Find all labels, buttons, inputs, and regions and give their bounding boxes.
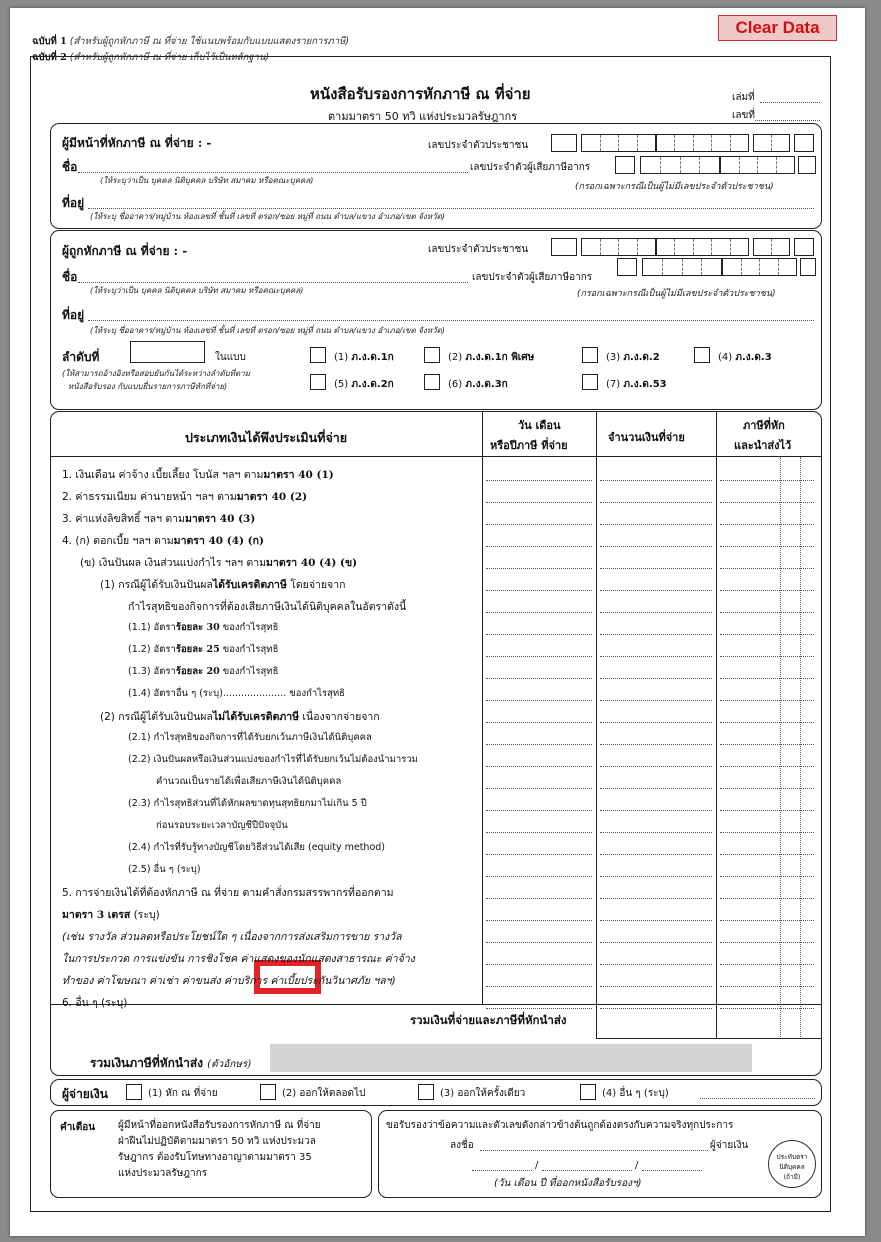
- row-date-field[interactable]: [486, 986, 592, 987]
- income-row: 5. การจ่ายเงินได้ที่ต้องหักภาษี ณ ที่จ่าย ตามคำสั่งกรมสรรพากรที่ออกตาม: [62, 887, 394, 899]
- income-row: 4. (ก) ดอกเบี้ย ฯลฯ ตามมาตรา 40 (4) (ก): [62, 535, 264, 547]
- col-divider: [716, 412, 717, 1038]
- form-option-2: (2) ภ.ง.ด.1ก พิเศษ: [448, 352, 535, 363]
- date-sep-2: /: [635, 1160, 639, 1171]
- row-tax-field[interactable]: [720, 612, 814, 613]
- doc-no-label: เลขที่: [732, 110, 755, 121]
- payee-tax-id-field[interactable]: [617, 258, 637, 276]
- payer-tax-id-field[interactable]: [798, 156, 816, 174]
- income-row: (2.3) กำไรสุทธิส่วนที่ได้หักผลขาดทุนสุทธิยกมาไม่เกิน 5 ปี: [128, 798, 367, 809]
- clear-data-button[interactable]: Clear Data: [718, 15, 837, 41]
- row-amount-field[interactable]: [600, 810, 712, 811]
- date-day-field[interactable]: [472, 1170, 532, 1171]
- row-amount-field[interactable]: [600, 832, 712, 833]
- form-option-4: (4) ภ.ง.ด.3: [718, 352, 772, 363]
- row-date-field[interactable]: [486, 1008, 592, 1009]
- copy-line-1: ฉบับที่ 1 (สำหรับผู้ถูกหักภาษี ณ ที่จ่าย ใช้แนบพร้อมกับแบบแสดงรายการภาษี): [32, 36, 350, 47]
- doc-no-field[interactable]: [755, 120, 820, 121]
- row-amount-field[interactable]: [600, 766, 712, 767]
- income-row: ก่อนรอบระยะเวลาบัญชีปีปัจจุบัน: [156, 820, 288, 831]
- form-option-5: (5) ภ.ง.ด.2ก: [334, 379, 394, 390]
- col-header-tax-1: ภาษีที่หัก: [743, 419, 785, 432]
- row-amount-field[interactable]: [600, 612, 712, 613]
- row-amount-field[interactable]: [600, 1008, 712, 1009]
- form-checkbox-7[interactable]: [582, 374, 598, 390]
- row-tax-field[interactable]: [720, 920, 814, 921]
- row-tax-field[interactable]: [720, 524, 814, 525]
- row-date-field[interactable]: [486, 832, 592, 833]
- row-amount-field[interactable]: [600, 546, 712, 547]
- row-amount-field[interactable]: [600, 678, 712, 679]
- row-tax-field[interactable]: [720, 678, 814, 679]
- seq-hint-1: (ให้สามารถอ้างอิงหรือสอบยันกันได้ระหว่างลำดับที่ตาม: [62, 369, 250, 378]
- income-row: 3. ค่าแห่งลิขสิทธิ์ ฯลฯ ตามมาตรา 40 (3): [62, 513, 256, 525]
- row-tax-field[interactable]: [720, 964, 814, 965]
- row-tax-field[interactable]: [720, 876, 814, 877]
- row-amount-field[interactable]: [600, 656, 712, 657]
- payee-address-hint: (ให้ระบุ ชื่ออาคาร/หมู่บ้าน ห้องเลขที่ ชั้นที่ เลขที่ ตรอก/ซอย หมู่ที่ ถนน ตำบล/แขวง อำเภอ/เขต จังหวัด): [90, 326, 445, 335]
- total-words-label: รวมเงินภาษีที่หักนำส่ง (ตัวอักษร): [90, 1056, 252, 1070]
- payer-tax-id-field[interactable]: [640, 156, 720, 174]
- total-underline: [596, 1038, 821, 1039]
- payer-tax-id-hint: (กรอกเฉพาะกรณีเป็นผู้ไม่มีเลขประจำตัวประชาชน): [575, 182, 774, 192]
- payee-citizen-id-field[interactable]: [794, 238, 814, 256]
- form-checkbox-2[interactable]: [424, 347, 440, 363]
- payer-address-field[interactable]: [88, 208, 814, 209]
- row-amount-field[interactable]: [600, 590, 712, 591]
- date-sep-1: /: [535, 1160, 539, 1171]
- row-date-field[interactable]: [486, 546, 592, 547]
- income-row: 6. อื่น ๆ (ระบุ): [62, 997, 128, 1009]
- income-row: (1.2) อัตราร้อยละ 25 ของกำไรสุทธิ: [128, 644, 279, 655]
- income-row: ทำของ ค่าโฆษณา ค่าเช่า ค่าขนส่ง ค่าบริการ ค่าเบี้ยประกันวินาศภัย ฯลฯ): [62, 975, 396, 987]
- row-amount-field[interactable]: [600, 634, 712, 635]
- payee-citizen-id-field[interactable]: [753, 238, 790, 256]
- form-checkbox-5[interactable]: [310, 374, 326, 390]
- income-row: (1.1) อัตราร้อยละ 30 ของกำไรสุทธิ: [128, 622, 279, 633]
- payment-checkbox-4[interactable]: [580, 1084, 596, 1100]
- form-checkbox-4[interactable]: [694, 347, 710, 363]
- row-amount-field[interactable]: [600, 942, 712, 943]
- col-divider: [482, 412, 483, 1004]
- col-divider: [596, 412, 597, 1038]
- payer-tax-id-label: เลขประจำตัวผู้เสียภาษีอากร: [470, 162, 591, 173]
- row-tax-field[interactable]: [720, 942, 814, 943]
- row-tax-field[interactable]: [720, 480, 814, 481]
- payment-checkbox-3[interactable]: [418, 1084, 434, 1100]
- form-subtitle: ตามมาตรา 50 ทวิ แห่งประมวลรัษฎากร: [328, 110, 518, 123]
- date-year-field[interactable]: [642, 1170, 702, 1171]
- payer-title: ผู้มีหน้าที่หักภาษี ณ ที่จ่าย : -: [62, 136, 212, 150]
- total-line: [51, 1004, 821, 1005]
- row-tax-field[interactable]: [720, 590, 814, 591]
- row-tax-field[interactable]: [720, 854, 814, 855]
- row-amount-field[interactable]: [600, 854, 712, 855]
- payee-address-label: ที่อยู่: [62, 308, 85, 322]
- row-date-field[interactable]: [486, 810, 592, 811]
- warning-text: ผู้มีหน้าที่ออกหนังสือรับรองการหักภาษี ณ ที่จ่าย ฝ่าฝืนไม่ปฏิบัติตามมาตรา 50 ทวิ แห่งประมวล รัษฎากร ต้องรับโทษทางอาญาตามมาตรา 35 แห่งประมวลรัษฎากร: [118, 1120, 321, 1179]
- payer-citizen-id-field[interactable]: [794, 134, 814, 152]
- income-row: (1) กรณีผู้ได้รับเงินปันผลได้รับเครดิตภาษี โดยจ่ายจาก: [100, 579, 346, 591]
- form-checkbox-6[interactable]: [424, 374, 440, 390]
- date-hint: (วัน เดือน ปี ที่ออกหนังสือรับรองฯ): [494, 1178, 642, 1189]
- table-header-line: [51, 456, 821, 457]
- form-option-3: (3) ภ.ง.ด.2: [606, 352, 660, 363]
- payer-citizen-id-field[interactable]: [753, 134, 790, 152]
- form-checkbox-1[interactable]: [310, 347, 326, 363]
- certificate-page: [10, 8, 865, 1236]
- income-row: (1.4) อัตราอื่น ๆ (ระบุ)..................... ของกำไรสุทธิ: [128, 688, 345, 699]
- row-tax-field[interactable]: [720, 810, 814, 811]
- payer-tax-id-field[interactable]: [720, 156, 795, 174]
- payment-checkbox-1[interactable]: [126, 1084, 142, 1100]
- row-amount-field[interactable]: [600, 986, 712, 987]
- row-date-field[interactable]: [486, 898, 592, 899]
- row-date-field[interactable]: [486, 964, 592, 965]
- payee-name-label: ชื่อ: [62, 270, 78, 284]
- income-row: (2) กรณีผู้ได้รับเงินปันผลไม่ได้รับเครดิตภาษี เนื่องจากจ่ายจาก: [100, 711, 380, 723]
- col-header-date-1: วัน เดือน: [518, 419, 561, 432]
- row-date-field[interactable]: [486, 612, 592, 613]
- payment-option-1: (1) หัก ณ ที่จ่าย: [148, 1088, 218, 1099]
- row-amount-field[interactable]: [600, 722, 712, 723]
- row-amount-field[interactable]: [600, 480, 712, 481]
- row-date-field[interactable]: [486, 634, 592, 635]
- payee-name-hint: (ให้ระบุว่าเป็น บุคคล นิติบุคคล บริษัท สมาคม หรือคณะบุคคล): [90, 286, 304, 295]
- row-date-field[interactable]: [486, 766, 592, 767]
- payee-tax-id-field[interactable]: [642, 258, 722, 276]
- payee-citizen-id-label: เลขประจำตัวประชาชน: [428, 244, 529, 255]
- payer-address-hint: (ให้ระบุ ชื่ออาคาร/หมู่บ้าน ห้องเลขที่ ชั้นที่ เลขที่ ตรอก/ซอย หมู่ที่ ถนน ตำบล/แขวง อำเภอ/เขต จังหวัด): [90, 212, 445, 221]
- date-month-field[interactable]: [542, 1170, 632, 1171]
- row-tax-field[interactable]: [720, 546, 814, 547]
- payment-label: ผู้จ่ายเงิน: [62, 1087, 108, 1101]
- book-no-label: เล่มที่: [732, 92, 755, 103]
- row-date-field[interactable]: [486, 722, 592, 723]
- payment-option-4: (4) อื่น ๆ (ระบุ): [602, 1088, 669, 1099]
- row-tax-field[interactable]: [720, 986, 814, 987]
- income-row: 2. ค่าธรรมเนียม ค่านายหน้า ฯลฯ ตามมาตรา 40 (2): [62, 491, 308, 503]
- row-date-field[interactable]: [486, 920, 592, 921]
- row-tax-field[interactable]: [720, 744, 814, 745]
- row-tax-field[interactable]: [720, 766, 814, 767]
- row-date-field[interactable]: [486, 854, 592, 855]
- payer-tax-id-field[interactable]: [615, 156, 635, 174]
- row-amount-field[interactable]: [600, 920, 712, 921]
- income-row: ในการประกวด การแข่งขัน การชิงโชค ค่าแสดงของนักแสดงสาธารณะ ค่าจ้าง: [62, 953, 415, 965]
- payee-tax-id-field[interactable]: [722, 258, 797, 276]
- payment-option-3: (3) ออกให้ครั้งเดียว: [440, 1088, 526, 1099]
- payer-citizen-id-field[interactable]: [551, 134, 577, 152]
- row-date-field[interactable]: [486, 678, 592, 679]
- income-row: (2.1) กำไรสุทธิของกิจการที่ได้รับยกเว้นภาษีเงินได้นิติบุคคล: [128, 732, 372, 743]
- payee-address-field[interactable]: [88, 320, 814, 321]
- row-tax-field[interactable]: [720, 722, 814, 723]
- row-tax-field[interactable]: [720, 1008, 814, 1009]
- signature-field[interactable]: [480, 1150, 708, 1151]
- payee-title: ผู้ถูกหักภาษี ณ ที่จ่าย : -: [62, 244, 188, 258]
- income-row: (2.2) เงินปันผลหรือเงินส่วนแบ่งของกำไรที่ได้รับยกเว้นไม่ต้องนำมารวม: [128, 754, 418, 765]
- col-cents-divider: [780, 457, 781, 1037]
- form-title: หนังสือรับรองการหักภาษี ณ ที่จ่าย: [310, 85, 531, 103]
- income-row: (2.5) อื่น ๆ (ระบุ): [128, 864, 201, 875]
- payee-name-field[interactable]: [78, 282, 468, 283]
- row-date-field[interactable]: [486, 942, 592, 943]
- income-row: คำนวณเป็นรายได้เพื่อเสียภาษีเงินได้นิติบุคคล: [156, 776, 342, 787]
- col-header-type: ประเภทเงินได้พึงประเมินที่จ่าย: [185, 430, 348, 445]
- payment-other-field[interactable]: [700, 1098, 815, 1099]
- row-amount-field[interactable]: [600, 898, 712, 899]
- copy-line-2: ฉบับที่ 2 (สำหรับผู้ถูกหักภาษี ณ ที่จ่าย เก็บไว้เป็นหลักฐาน): [32, 52, 270, 63]
- income-row: 1. เงินเดือน ค่าจ้าง เบี้ยเลี้ยง โบนัส ฯลฯ ตามมาตรา 40 (1): [62, 469, 334, 481]
- income-row: กำไรสุทธิของกิจการที่ต้องเสียภาษีเงินได้นิติบุคคลในอัตราดังนี้: [128, 601, 407, 613]
- col-header-date-2: หรือปีภาษี ที่จ่าย: [490, 439, 568, 452]
- row-tax-field[interactable]: [720, 832, 814, 833]
- row-tax-field[interactable]: [720, 568, 814, 569]
- row-date-field[interactable]: [486, 700, 592, 701]
- seq-suffix: ในแบบ: [215, 352, 246, 363]
- form-checkbox-3[interactable]: [582, 347, 598, 363]
- income-row: (เช่น รางวัล ส่วนลดหรือประโยชน์ใด ๆ เนื่องจากการส่งเสริมการขาย รางวัล: [62, 931, 402, 943]
- row-amount-field[interactable]: [600, 876, 712, 877]
- warning-label: คำเตือน: [60, 1122, 96, 1133]
- row-date-field[interactable]: [486, 656, 592, 657]
- payer-sign-label: ผู้จ่ายเงิน: [710, 1140, 749, 1151]
- sign-label: ลงชื่อ: [450, 1140, 474, 1151]
- total-words-field[interactable]: [270, 1044, 752, 1072]
- row-tax-field[interactable]: [720, 656, 814, 657]
- row-amount-field[interactable]: [600, 524, 712, 525]
- row-amount-field[interactable]: [600, 502, 712, 503]
- row-amount-field[interactable]: [600, 788, 712, 789]
- seq-hint-2: หนังสือรับรอง กับแบบยื่นรายการภาษีหักที่จ่าย): [68, 382, 228, 391]
- row-tax-field[interactable]: [720, 634, 814, 635]
- row-amount-field[interactable]: [600, 744, 712, 745]
- income-row: (2.4) กำไรที่รับรู้ทางบัญชีโดยวิธีส่วนได้เสีย (equity method): [128, 842, 385, 853]
- payee-citizen-id-field[interactable]: [656, 238, 749, 256]
- form-option-7: (7) ภ.ง.ด.53: [606, 379, 667, 390]
- row-tax-field[interactable]: [720, 898, 814, 899]
- total-label: รวมเงินที่จ่ายและภาษีที่หักนำส่ง: [410, 1013, 567, 1027]
- row-amount-field[interactable]: [600, 568, 712, 569]
- col-cents-divider: [800, 457, 801, 1037]
- form-option-1: (1) ภ.ง.ด.1ก: [334, 352, 394, 363]
- row-tax-field[interactable]: [720, 700, 814, 701]
- income-row: (1.3) อัตราร้อยละ 20 ของกำไรสุทธิ: [128, 666, 279, 677]
- payee-tax-id-field[interactable]: [800, 258, 816, 276]
- payer-citizen-id-label: เลขประจำตัวประชาชน: [428, 140, 529, 151]
- row-date-field[interactable]: [486, 590, 592, 591]
- row-tax-field[interactable]: [720, 502, 814, 503]
- row-tax-field[interactable]: [720, 788, 814, 789]
- payee-citizen-id-field[interactable]: [581, 238, 656, 256]
- income-row: (ข) เงินปันผล เงินส่วนแบ่งกำไร ฯลฯ ตามมาตรา 40 (4) (ข): [80, 557, 358, 569]
- row-date-field[interactable]: [486, 876, 592, 877]
- form-option-6: (6) ภ.ง.ด.3ก: [448, 379, 508, 390]
- row-date-field[interactable]: [486, 788, 592, 789]
- payment-option-2: (2) ออกให้ตลอดไป: [282, 1088, 366, 1099]
- row-date-field[interactable]: [486, 568, 592, 569]
- payment-checkbox-2[interactable]: [260, 1084, 276, 1100]
- row-amount-field[interactable]: [600, 700, 712, 701]
- payer-name-hint: (ให้ระบุว่าเป็น บุคคล นิติบุคคล บริษัท สมาคม หรือคณะบุคคล): [100, 176, 314, 185]
- certify-text: ขอรับรองว่าข้อความและตัวเลขดังกล่าวข้างต้นถูกต้องตรงกับความจริงทุกประการ: [386, 1120, 734, 1131]
- row-date-field[interactable]: [486, 502, 592, 503]
- seq-label: ลำดับที่: [62, 350, 100, 364]
- payer-name-field[interactable]: [78, 172, 468, 173]
- row-date-field[interactable]: [486, 524, 592, 525]
- book-no-field[interactable]: [760, 102, 820, 103]
- row-amount-field[interactable]: [600, 964, 712, 965]
- payee-tax-id-label: เลขประจำตัวผู้เสียภาษีอากร: [472, 272, 593, 283]
- payee-citizen-id-field[interactable]: [551, 238, 577, 256]
- payer-name-label: ชื่อ: [62, 160, 78, 174]
- payer-citizen-id-field[interactable]: [581, 134, 656, 152]
- row-date-field[interactable]: [486, 744, 592, 745]
- col-header-amount: จำนวนเงินที่จ่าย: [608, 431, 685, 444]
- company-stamp-placeholder: ประทับตรา นิติบุคคล (ถ้ามี): [768, 1140, 816, 1188]
- seq-number-field[interactable]: [130, 341, 205, 363]
- row-date-field[interactable]: [486, 480, 592, 481]
- income-row: มาตรา 3 เตรส (ระบุ): [62, 909, 160, 921]
- payer-citizen-id-field[interactable]: [656, 134, 749, 152]
- payee-tax-id-hint: (กรอกเฉพาะกรณีเป็นผู้ไม่มีเลขประจำตัวประชาชน): [577, 289, 776, 299]
- payer-address-label: ที่อยู่: [62, 196, 85, 210]
- col-header-tax-2: และนำส่งไว้: [734, 439, 792, 452]
